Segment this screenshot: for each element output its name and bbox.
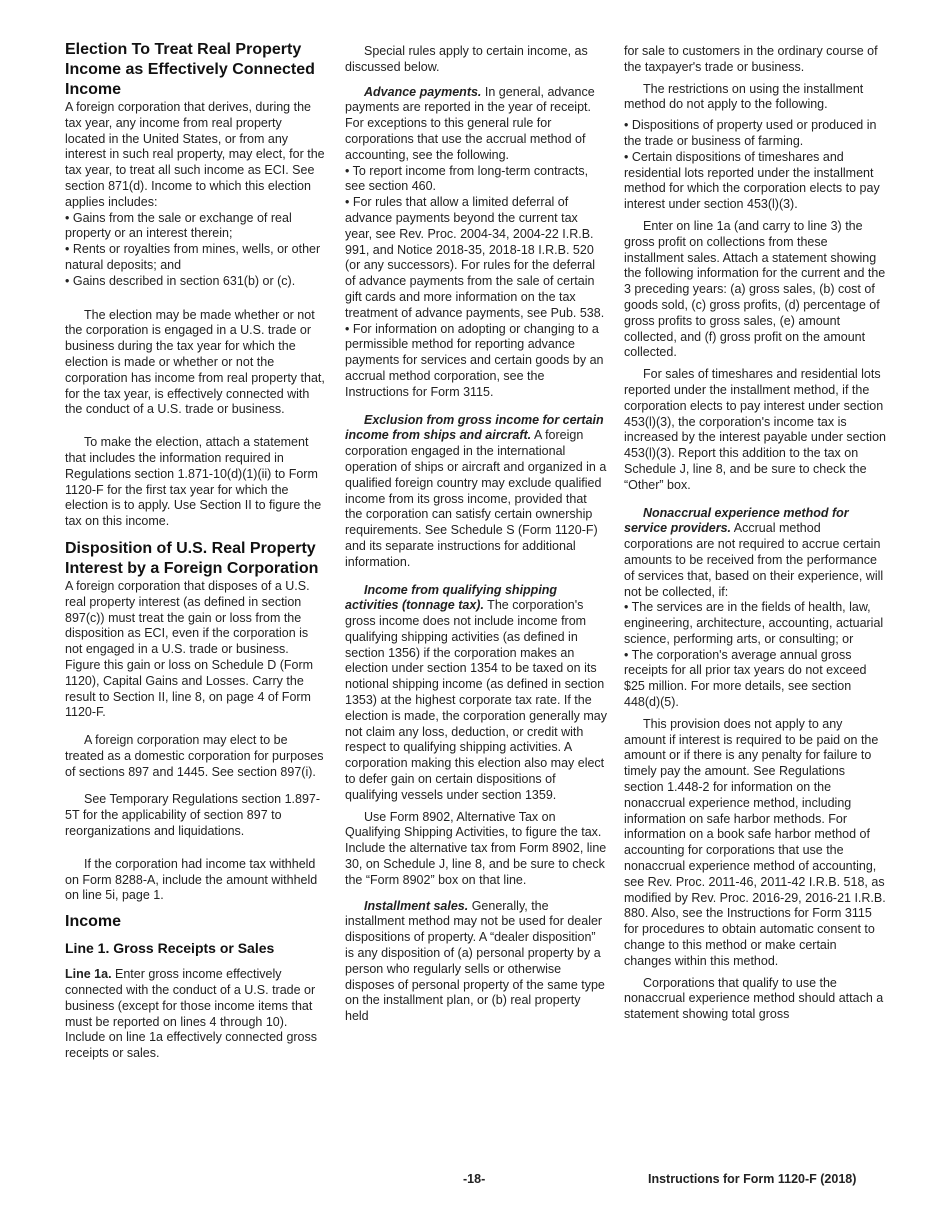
paragraph: A foreign corporation that derives, during the tax year, any income from real property located in the United States, or from any interest in such real property, may elect, for the tax year, to treat all such income as ECI. See section 871(d). Income to which this election applies includes: bbox=[65, 100, 325, 209]
paragraph-line-1a bbox=[65, 967, 325, 1062]
paragraph-text: Enter gross income effectively connected with the conduct of a U.S. trade or business (except for those income items that must be reported on lines 4 through 10). Include on line 1a effectively connected gross receipts or sales. bbox=[65, 967, 318, 1061]
bullet-item: • The corporation's average annual gross receipts for all prior tax years do not exceed $25 million. For more details, see section 448(d)(5). bbox=[624, 647, 867, 710]
form-reference: Instructions for Form 1120-F (2018) bbox=[648, 1172, 857, 1186]
bullet-item: • For information on adopting or changing to a permissible method for reporting advance payments for services and certain goods by an accrual method corporation, see the Instructions for Form 3115. bbox=[345, 321, 604, 399]
paragraph-text: A foreign corporation engaged in the international operation of ships or aircraft and organized in a qualified foreign country may exclude qualified income from its gross income, provided that the corporation can satisfy certain ownership requirements. See Schedule S (Form 1120-F) and its separate instructions for additional information. bbox=[345, 428, 607, 569]
column-middle bbox=[345, 44, 607, 1025]
paragraph: To make the election, attach a statement that includes the information required in Regulations section 1.871-10(d)(1)(ii) to Form 1120-F for the first tax year for which the election is to apply. Use Section II to figure the tax on this income. bbox=[65, 435, 322, 529]
paragraph-text: The corporation's gross income does not include income from qualifying shipping activities (as defined in section 1356) if the corporation makes an election under section 1354 to be taxed on its notional shipping income (as defined in section 1353) at the highest corporate tax rate. If the election is made, the corporation generally may not claim any loss, deduction, or credit with respect to qualifying shipping activities. A corporation making this election also may elect to defer gain on certain dispositions of qualifying vessels under section 1359. bbox=[345, 598, 607, 802]
paragraph-text: Accrual method corporations are not required to accrue certain amounts to be received from the performance of services that, based on their experience, will not be collected, if: bbox=[624, 521, 884, 599]
paragraph: Enter on line 1a (and carry to line 3) the gross profit on collections from these installment sales. Attach a statement showing the following information for the current and the 3 preceding years: (a) gross sales, (b) cost of goods sold, (c) gross profits, (d) percentage of gross profits to gross sales, (e) amount collected, and (f) gross profit on the amount collected. bbox=[624, 218, 886, 360]
paragraph: A foreign corporation may elect to be treated as a domestic corporation for purposes of sections 897 and 1445. See section 897(i). bbox=[65, 733, 324, 779]
paragraph-installment-sales bbox=[345, 899, 607, 1025]
run-in-heading: Line 1a. bbox=[65, 967, 112, 982]
paragraph-advance-payments bbox=[345, 85, 607, 164]
run-in-heading: Advance payments. bbox=[364, 84, 482, 99]
paragraph: For sales of timeshares and residential lots reported under the installment method, if the corporation elects to pay interest under section 453(l)(3), the corporation's income tax is increased by the interest payable under section 453(l)(3). Report this addition to the tax on Schedule J, line 8, and be sure to check the “Other” box. bbox=[624, 367, 886, 492]
paragraph-exclusion bbox=[345, 413, 607, 571]
run-in-heading: Installment sales. bbox=[364, 898, 469, 913]
heading-line-1: Line 1. Gross Receipts or Sales bbox=[65, 940, 275, 957]
bullet-item: • The services are in the fields of health, law, engineering, architecture, accounting, actuarial science, performing arts, or consulting; or bbox=[624, 600, 884, 646]
heading-income: Income bbox=[65, 913, 122, 931]
paragraph: The restrictions on using the installment method do not apply to the following. bbox=[624, 81, 864, 112]
bullet-item: • Certain dispositions of timeshares and residential lots reported under the installment method for which the corporation elects to pay interest under section 453(l)(3). bbox=[624, 149, 880, 212]
paragraph: If the corporation had income tax withheld on Form 8288-A, include the amount withheld on line 5i, page 1. bbox=[65, 856, 318, 903]
run-in-heading: Nonaccrual experience method for service providers. bbox=[624, 505, 849, 536]
paragraph: A foreign corporation that disposes of a U.S. real property interest (as defined in section 897(c)) must treat the gain or loss from the disposition as ECI, even if the corporation is not engaged in a U.S. trade or business. Figure this gain or loss on Schedule D (Form 1120), Capital Gains and Losses. Carry the result to Section II, line 8, on page 4 of Form 1120-F. bbox=[65, 578, 314, 720]
paragraph-nonaccrual bbox=[624, 506, 886, 601]
heading-election-real-property: Election To Treat Real Property Income as Effectively Connected Income bbox=[65, 41, 315, 98]
bullet-item: • Rents or royalties from mines, wells, or other natural deposits; and bbox=[65, 242, 321, 272]
heading-disposition: Disposition of U.S. Real Property Interest by a Foreign Corporation bbox=[65, 539, 319, 577]
bullet-item: • Dispositions of property used or produced in the trade or business of farming. bbox=[624, 118, 877, 148]
bullet-item: • For rules that allow a limited deferral of advance payments beyond the current tax year, see Rev. Proc. 2004-34, 2004-22 I.R.B. 991, and Notice 2018-35, 2018-18 I.R.B. 520 (or any successors). For rules for the deferral of advance payments from the sale of certain gift cards and more information on the tax treatment of advance payments, see Pub. 538. bbox=[345, 195, 605, 320]
paragraph: See Temporary Regulations section 1.897-5T for the applicability of section 897 to reorganizations and liquidations. bbox=[65, 792, 321, 839]
bullet-item: • To report income from long-term contracts, see section 460. bbox=[345, 163, 589, 194]
column-right bbox=[624, 44, 886, 1023]
run-in-heading: Exclusion from gross income for certain income from ships and aircraft. bbox=[345, 412, 604, 443]
paragraph-text: In general, advance payments are reported in the year of receipt. For exceptions to this general rule for corporations that use the accrual method of accounting, see the following. bbox=[345, 84, 595, 162]
page-number: -18- bbox=[463, 1172, 486, 1186]
paragraph-shipping bbox=[345, 583, 607, 804]
run-in-heading: Income from qualifying shipping activities (tonnage tax). bbox=[345, 582, 558, 613]
paragraph-text: Generally, the installment method may not be used for dealer dispositions of property. A “dealer disposition” is any disposition of (a) personal property by a person who regularly sells or otherwise disposes of personal property of the same type on the installment plan, or (b) real property held bbox=[345, 898, 605, 1024]
paragraph: Special rules apply to certain income, as discussed below. bbox=[345, 44, 588, 74]
paragraph: This provision does not apply to any amount if interest is required to be paid on the amount or if there is any penalty for failure to timely pay the amount. See Regulations section 1.448-2 for information on the nonaccrual experience method, including information on safe harbor methods. For information on a book safe harbor method of accounting for corporations that use the nonaccrual experience method of accounting, see Rev. Proc. 2011-46, 2011-42 I.R.B. 518, as modified by Rev. Proc. 2016-29, 2016-21 I.R.B. 880. Also, see the Instructions for Form 3115 for procedures to obtain automatic consent to change to this method or make certain changes within this method. bbox=[624, 716, 886, 968]
paragraph: for sale to customers in the ordinary course of the taxpayer's trade or business. bbox=[624, 44, 878, 74]
bullet-item: • Gains described in section 631(b) or (c). bbox=[65, 273, 296, 288]
bullet-item: • Gains from the sale or exchange of real property or an interest therein; bbox=[65, 210, 292, 241]
paragraph: Corporations that qualify to use the nonaccrual experience method should attach a statement showing total gross bbox=[624, 975, 884, 1022]
paragraph: Use Form 8902, Alternative Tax on Qualifying Shipping Activities, to figure the tax. Include the alternative tax from Form 8902, line 30, on Schedule J, line 8, and be sure to check the “Form 8902” box on that line. bbox=[345, 809, 607, 887]
column-left bbox=[65, 40, 325, 1062]
paragraph: The election may be made whether or not the corporation is engaged in a U.S. trade or business during the tax year for which the election is made or whether or not the corporation has income from real property that, for the tax year, is effectively connected with the conduct of a U.S. trade or business. bbox=[65, 307, 325, 417]
